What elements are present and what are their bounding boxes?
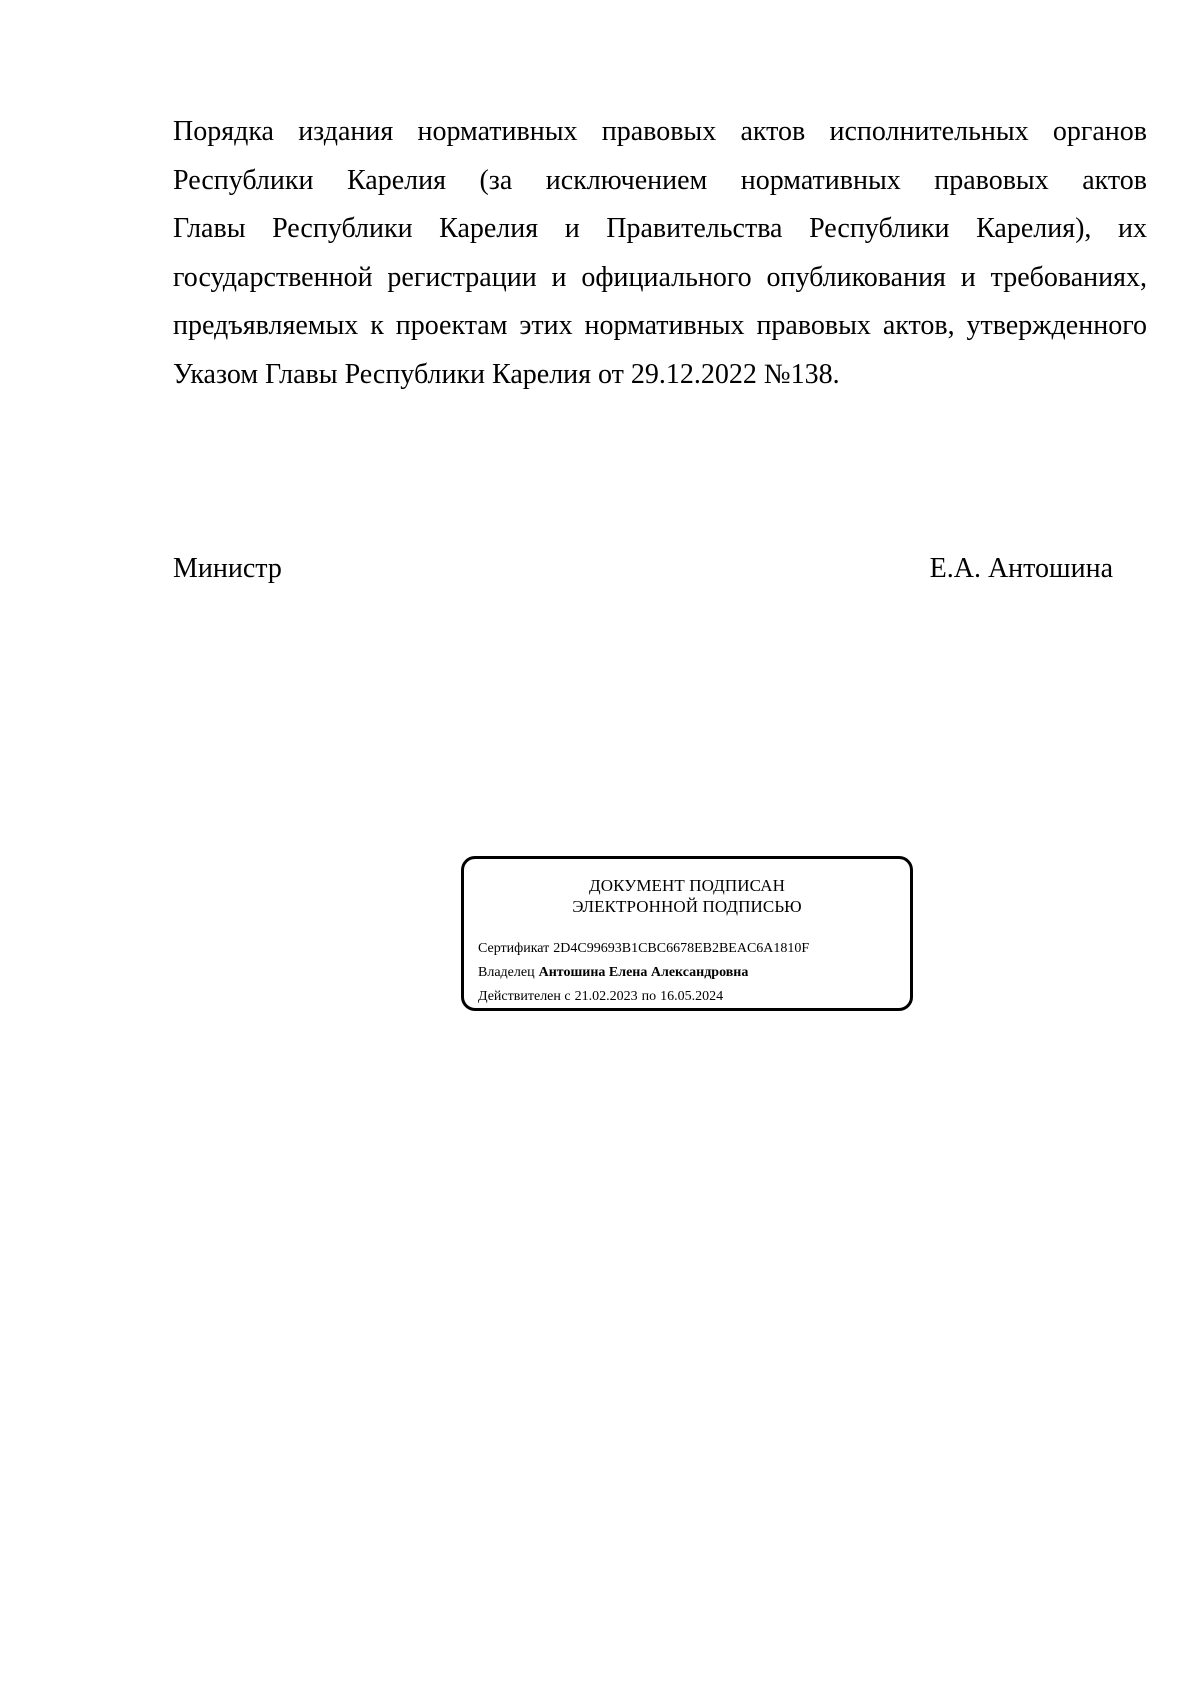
stamp-title-line-1: ДОКУМЕНТ ПОДПИСАН [589, 876, 785, 895]
validity-row [478, 985, 898, 1009]
valid-label: Действителен с [478, 989, 571, 1004]
electronic-signature-stamp [461, 856, 913, 1011]
signer-name: Е.А. Антошина [929, 553, 1113, 584]
stamp-title-line-2: ЭЛЕКТРОННОЙ ПОДПИСЬЮ [572, 897, 802, 916]
owner-row [478, 961, 898, 985]
paragraph-line: Республики Карелия (за исключением нормативных правовых актов [173, 164, 1147, 196]
certificate-label: Сертификат [478, 941, 550, 956]
owner-label: Владелец [478, 965, 535, 980]
body-paragraph [173, 108, 1147, 399]
valid-to-label: по [641, 989, 657, 1004]
paragraph-line: предъявляемых к проектам этих нормативных правовых актов, утвержденного [173, 310, 1147, 341]
paragraph-line: Указом Главы Республики Карелия от 29.12.2022 №138. [173, 358, 840, 390]
paragraph-line: Главы Республики Карелия и Правительства Республики Карелия), их [173, 213, 1147, 244]
valid-to: 16.05.2024 [660, 989, 724, 1004]
paragraph-line: Порядка издания нормативных правовых актов исполнительных органов [173, 116, 1147, 147]
certificate-value: 2D4C99693B1CBC6678EB2BEAC6A1810F [553, 941, 810, 956]
stamp-title [464, 875, 910, 917]
valid-from: 21.02.2023 [574, 989, 638, 1004]
certificate-row [478, 937, 898, 961]
paragraph-line: государственной регистрации и официального опубликования и требованиях, [173, 261, 1147, 293]
stamp-details [478, 937, 898, 1009]
owner-value: Антошина Елена Александровна [538, 965, 749, 980]
signer-position: Министр [173, 553, 282, 584]
